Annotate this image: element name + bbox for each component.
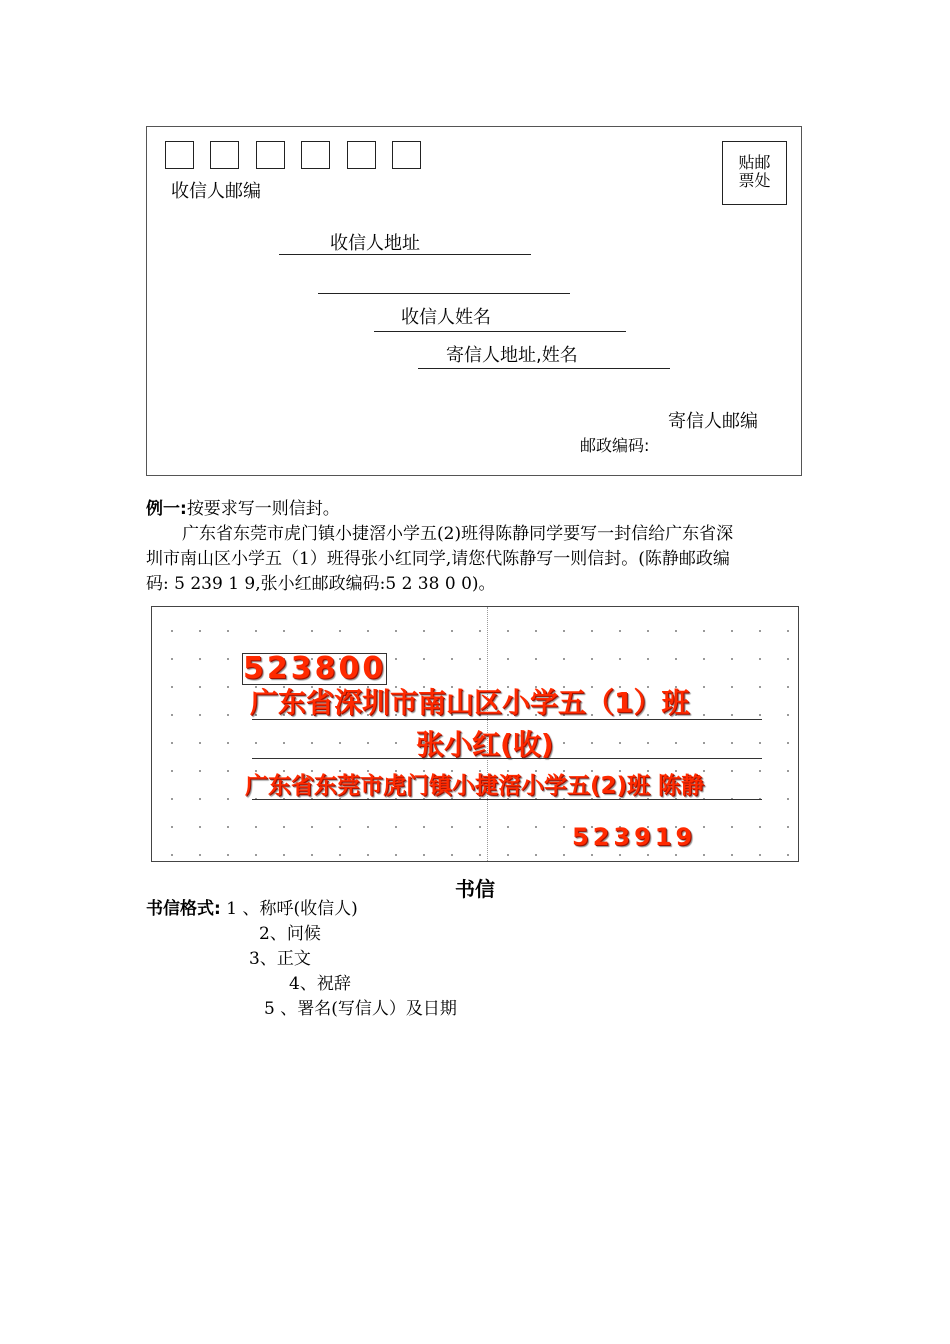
recipient-address: 广东省深圳市南山区小学五（1）班 — [250, 686, 690, 719]
stamp-label-line2: 票处 — [738, 171, 771, 190]
recipient-address-label: 收信人地址 — [330, 233, 420, 254]
letter-format-item-3: 3、正文 — [249, 949, 311, 969]
zip-box — [392, 141, 421, 169]
address-underline-2 — [318, 293, 570, 294]
letter-format-label: 书信格式: — [146, 899, 221, 919]
example-heading-line — [146, 497, 340, 522]
sender-zip-code: 523919 — [572, 823, 697, 851]
sender-underline — [418, 368, 670, 369]
recipient-name: 张小红(收) — [416, 728, 554, 761]
example-text-line-1: 广东省东莞市虎门镇小捷滘小学五(2)班得陈静同学要写一封信给广东省深 — [182, 524, 734, 544]
envelope-example — [151, 606, 799, 862]
letter-format-item-4: 4、祝辞 — [289, 974, 351, 994]
envelope-template — [146, 126, 802, 476]
letter-format-item-1: 1 、称呼(收信人) — [226, 899, 358, 919]
sender-underline — [252, 799, 762, 800]
stamp-label-line1: 贴邮 — [738, 153, 771, 172]
address-underline — [279, 254, 531, 255]
sender-zip-label: 寄信人邮编 — [668, 411, 758, 432]
example-text-line-2: 圳市南山区小学五（1）班得张小红同学,请您代陈静写一则信封。(陈静邮政编 — [146, 549, 730, 569]
letter-format-item-2: 2、问候 — [259, 924, 321, 944]
example-text-line-3: 码: 5 239 1 9,张小红邮政编码:5 2 38 0 0)。 — [146, 574, 496, 594]
example-instruction: 按要求写一则信封。 — [186, 499, 340, 519]
zip-box — [347, 141, 376, 169]
letter-format-line — [146, 897, 358, 922]
zip-box — [210, 141, 239, 169]
stamp-area — [722, 141, 787, 205]
example-heading: 例一: — [146, 499, 187, 519]
sender-address-name: 广东省东莞市虎门镇小捷滘小学五(2)班 陈静 — [245, 773, 705, 799]
recipient-name-label: 收信人姓名 — [401, 307, 491, 328]
zip-box — [301, 141, 330, 169]
recipient-zip-label: 收信人邮编 — [171, 181, 261, 202]
zip-box — [165, 141, 194, 169]
letter-title: 书信 — [455, 877, 495, 901]
letter-format-item-5: 5 、署名(写信人）及日期 — [264, 999, 457, 1019]
name-underline — [374, 331, 626, 332]
recipient-zip-digits: 523800 — [243, 651, 387, 686]
name-underline — [252, 758, 762, 759]
postal-code-label: 邮政编码: — [580, 436, 650, 455]
zip-box — [256, 141, 285, 169]
sender-address-name-label: 寄信人地址,姓名 — [446, 345, 578, 366]
address-underline — [252, 719, 762, 720]
